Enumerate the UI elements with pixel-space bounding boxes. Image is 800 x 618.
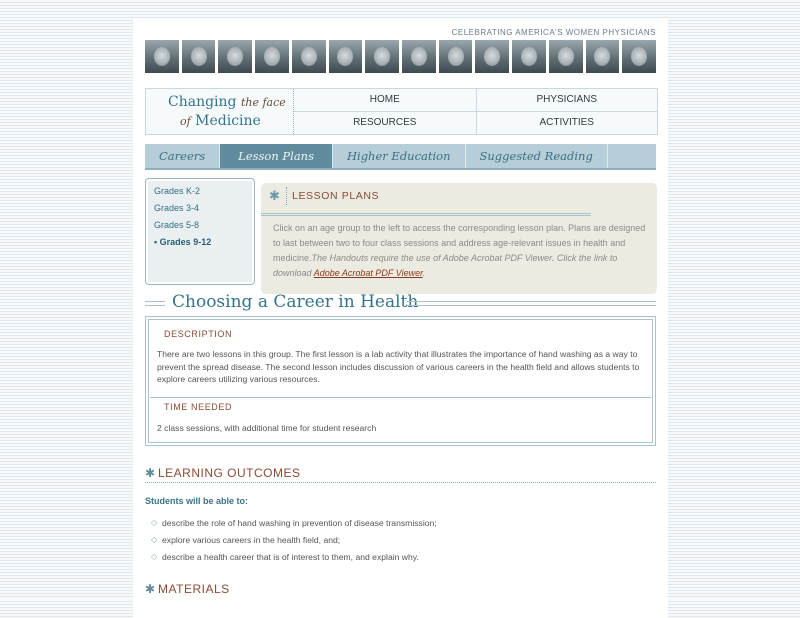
divider [145, 301, 165, 306]
lesson-plans-text [273, 221, 649, 281]
logo-word-the-face: the face [240, 96, 286, 109]
logo-word-medicine: Medicine [195, 113, 261, 129]
physician-photo[interactable] [549, 40, 583, 73]
physician-photo[interactable] [329, 40, 363, 73]
description-text: There are two lessons in this group. The first lesson is a lab activity that illustrates the importance of hand washing as a way to prevent the spread disease. The second lesson includes discussion of various careers in the health field and allows students to explore careers utilizing various resources. [157, 349, 640, 384]
sidebar-item-grades-9-12[interactable] [154, 237, 254, 247]
logo-word-changing: Changing [168, 94, 237, 110]
physician-photo[interactable] [512, 40, 546, 73]
nav-physicians[interactable]: PHYSICIANS [476, 89, 658, 112]
physician-photo[interactable] [475, 40, 509, 73]
time-needed-label: TIME NEEDED [164, 402, 233, 412]
list-item-text: describe a health career that is of interest to them, and explain why. [162, 552, 419, 562]
lesson-plans-box [261, 183, 657, 294]
learning-outcomes-list [151, 518, 641, 569]
page [133, 18, 668, 618]
learning-outcomes-heading [145, 466, 656, 483]
section-tabs [145, 144, 656, 170]
site-tagline: CELEBRATING AMERICA'S WOMEN PHYSICIANS [451, 28, 656, 37]
tab-careers[interactable]: Careers [145, 144, 220, 168]
sidebar-item-grades-5-8[interactable]: Grades 5-8 [154, 220, 200, 230]
physician-photo[interactable] [586, 40, 620, 73]
star-icon: ✱ [145, 582, 156, 596]
divider [407, 301, 656, 306]
physician-photo[interactable] [182, 40, 216, 73]
physician-photo[interactable] [218, 40, 252, 73]
main-nav [294, 89, 657, 134]
learning-intro: Students will be able to: [145, 496, 249, 506]
star-icon: ✱ [145, 466, 156, 480]
tab-higher-education[interactable]: Higher Education [333, 144, 466, 168]
section-title-row [145, 292, 656, 314]
time-needed-text: 2 class sessions, with additional time for student research [157, 423, 377, 433]
grades-sidebar [145, 178, 255, 285]
sidebar-item-grades-k-2[interactable]: Grades K-2 [154, 186, 201, 196]
physician-photo[interactable] [402, 40, 436, 73]
page-title: Choosing a Career in Health [172, 292, 419, 312]
physician-photo[interactable] [365, 40, 399, 73]
nav-home[interactable]: HOME [294, 89, 476, 112]
nav-activities[interactable]: ACTIVITIES [476, 112, 658, 135]
list-item [151, 535, 641, 552]
materials-title: MATERIALS [158, 582, 230, 596]
physician-photo[interactable] [439, 40, 473, 73]
diamond-bullet-icon: ◇ [151, 552, 158, 561]
list-item [151, 518, 641, 535]
divider [150, 397, 651, 398]
tab-lesson-plans[interactable]: Lesson Plans [220, 144, 333, 168]
physician-photo[interactable] [622, 40, 656, 73]
diamond-bullet-icon: ◇ [151, 535, 158, 544]
physician-photo-strip [145, 40, 656, 73]
lesson-plans-title: LESSON PLANS [292, 190, 380, 202]
sidebar-item-label: Grades 9-12 [159, 237, 212, 247]
lesson-info-box [145, 316, 656, 446]
list-item-text: explore various careers in the health field, and; [162, 535, 341, 545]
lesson-plans-header [261, 183, 591, 216]
site-header [145, 88, 658, 135]
logo-word-of: of [180, 115, 191, 128]
note-end: . [422, 268, 426, 278]
tab-suggested-reading[interactable]: Suggested Reading [466, 144, 608, 168]
nav-resources[interactable]: RESOURCES [353, 117, 417, 129]
sidebar-item-grades-3-4[interactable]: Grades 3-4 [154, 203, 200, 213]
description-label: DESCRIPTION [164, 329, 233, 339]
physician-photo[interactable] [292, 40, 326, 73]
materials-heading [145, 582, 656, 598]
divider [286, 187, 288, 205]
current-bullet: • [154, 237, 158, 247]
list-item-text: describe the role of hand washing in prevention of disease transmission; [162, 518, 437, 528]
site-logo[interactable] [146, 89, 294, 134]
list-item [151, 552, 641, 569]
handouts-note: The Handouts require the use of Adobe Acrobat PDF Viewer. Click the link to download [273, 253, 618, 278]
diamond-bullet-icon: ◇ [151, 518, 158, 527]
acrobat-link[interactable]: Adobe Acrobat PDF Viewer [313, 268, 423, 278]
lesson-plans-intro: Click on an age group to the left to access the corresponding lesson plan. Plans are designed to last between two to four class sessions and address age-relevant issues in health and medicine. [273, 223, 646, 263]
physician-photo[interactable] [145, 40, 179, 73]
physician-photo[interactable] [255, 40, 289, 73]
star-icon: ✱ [269, 188, 280, 203]
learning-outcomes-title: LEARNING OUTCOMES [158, 466, 301, 480]
